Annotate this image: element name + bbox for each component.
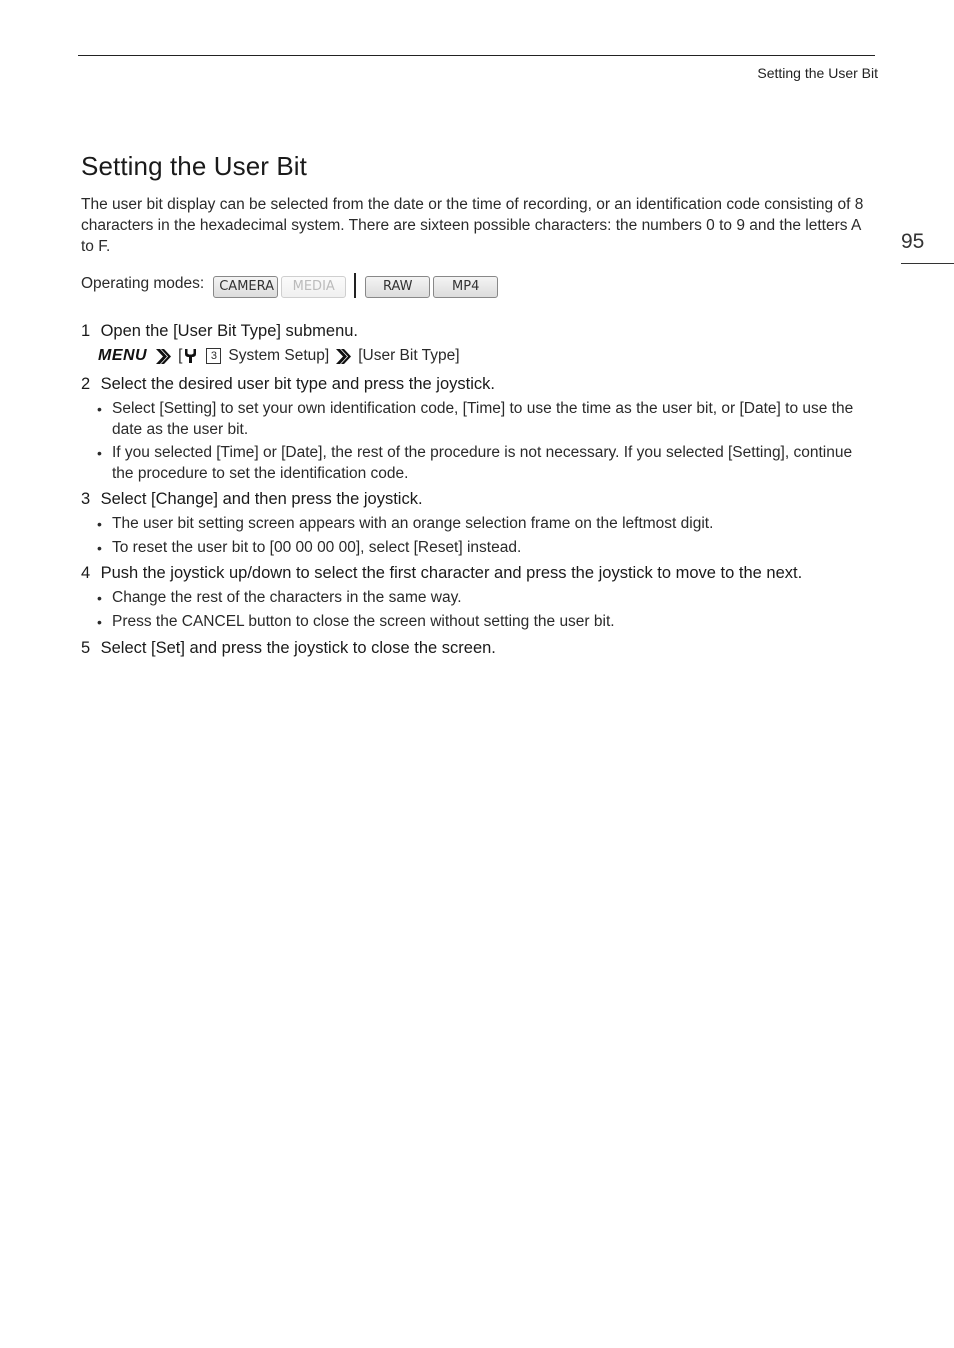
intro-paragraph: The user bit display can be selected from the date or the time of recording, or an identification code consisting of 8 characters in the hexadecimal system. There are sixteen possible characters: the numbers 0 to 9 and the letters A to F. xyxy=(81,196,864,255)
mode-badge-camera: CAMERA xyxy=(213,276,278,298)
step-text: Select [Set] and press the joystick to close the screen. xyxy=(100,639,496,657)
list-item: • Select [Setting] to set your own identification code, [Time] to use the time as the user bit, or [Date] to use the date as the user bit. xyxy=(112,399,877,440)
step-4 xyxy=(81,562,877,584)
step-2-bullets xyxy=(81,399,877,484)
wrench-icon xyxy=(183,348,198,364)
list-item: • Change the rest of the characters in the same way. xyxy=(112,588,877,609)
step-5 xyxy=(81,637,877,659)
mode-badge-media: MEDIA xyxy=(281,276,346,298)
step-text: Open the [User Bit Type] submenu. xyxy=(100,322,359,340)
step-number: 5 xyxy=(81,639,91,657)
step-number: 4 xyxy=(81,564,91,582)
list-item: • Press the CANCEL button to close the screen without setting the user bit. xyxy=(112,612,877,633)
step-text: Push the joystick up/down to select the first character and press the joystick to move to the next. xyxy=(100,564,803,582)
menu-label: MENU xyxy=(98,347,148,364)
operating-modes-label: Operating modes: xyxy=(81,275,205,292)
menu-item-user-bit-type: [User Bit Type] xyxy=(358,347,460,364)
mode-badge-mp4: MP4 xyxy=(433,276,498,298)
step-3 xyxy=(81,488,877,510)
page-number: 95 xyxy=(901,230,925,253)
mode-badge-raw: RAW xyxy=(365,276,430,298)
list-item: • If you selected [Time] or [Date], the rest of the procedure is not necessary. If you selected [Setting], continue the procedure to set the identification code. xyxy=(112,443,877,484)
section-title: Setting the User Bit xyxy=(81,151,307,181)
step-1 xyxy=(81,320,877,342)
step-2 xyxy=(81,373,877,395)
step-text: Select [Change] and then press the joystick. xyxy=(100,490,423,508)
step-3-bullets xyxy=(81,514,877,558)
menu-path xyxy=(98,345,877,367)
list-item: • The user bit setting screen appears with an orange selection frame on the leftmost digit. xyxy=(112,514,877,535)
running-head: Setting the User Bit xyxy=(757,65,878,81)
list-item: • To reset the user bit to [00 00 00 00], select [Reset] instead. xyxy=(112,538,877,559)
operating-modes xyxy=(81,273,877,303)
menu-item-system-setup: System Setup] xyxy=(228,347,330,364)
header-rule xyxy=(78,55,875,56)
arrow-right-icon xyxy=(335,348,352,365)
bracket-open: [ xyxy=(178,347,183,364)
arrow-right-icon xyxy=(155,348,172,365)
main-content xyxy=(81,150,877,659)
step-number: 2 xyxy=(81,375,91,393)
step-text: Select the desired user bit type and press the joystick. xyxy=(100,375,495,393)
tab-number: 3 xyxy=(206,348,221,364)
step-4-bullets xyxy=(81,588,877,632)
page-number-rule xyxy=(901,263,954,264)
mode-separator xyxy=(354,273,356,298)
step-number: 1 xyxy=(81,322,91,340)
step-number: 3 xyxy=(81,490,91,508)
